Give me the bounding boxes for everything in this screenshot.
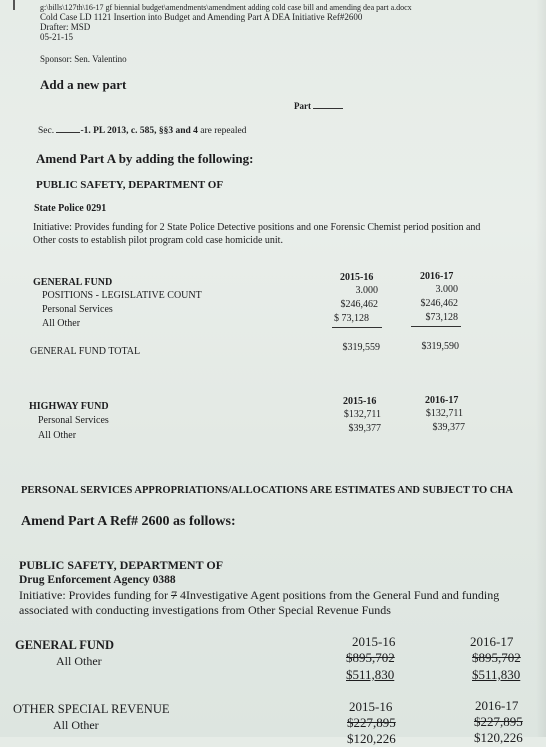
hf-row-personal-label: Personal Services — [38, 415, 109, 426]
agency-state-police: State Police 0291 — [34, 203, 107, 214]
dea-gf-allother-label: All Other — [56, 654, 102, 668]
dea-gf-new-2: $511,830 — [472, 667, 521, 682]
osr-year-2: 2016-17 — [475, 698, 519, 713]
gf-total-v2: $319,590 — [421, 341, 459, 352]
hf-row-allother-v1: $39,377 — [348, 423, 381, 434]
gf-row-positions-v1: 3.000 — [355, 285, 378, 296]
sponsor: Sponsor: Sen. Valentino — [40, 54, 127, 64]
osr-partial-2: $120,226 — [474, 730, 523, 745]
amend-ref-heading: Amend Part A Ref# 2600 as follows: — [21, 514, 236, 529]
gf-year-1: 2015-16 — [340, 272, 374, 283]
draft-date: 05-21-15 — [40, 32, 73, 42]
gf-year-2: 2016-17 — [420, 271, 454, 282]
file-path: g:\bills\127th\16-17 gf biennial budget\amendments\amendment adding cold case bill and amending dea part a.docx — [40, 3, 412, 12]
dea-gf-year-2: 2016-17 — [470, 634, 514, 649]
dea-initiative-pre: Initiative: Provides funding for — [19, 588, 168, 602]
dea-general-fund-title: GENERAL FUND — [15, 638, 114, 652]
hf-row-allother-v2: $39,377 — [432, 422, 465, 433]
drafter: Drafter: MSD — [40, 22, 91, 32]
dea-gf-old-1: $895,702 — [346, 650, 395, 665]
highway-fund-title: HIGHWAY FUND — [29, 401, 109, 412]
osr-partial-1: $120,226 — [347, 731, 396, 746]
personal-services-note: PERSONAL SERVICES APPROPRIATIONS/ALLOCATIONS ARE ESTIMATES AND SUBJECT TO CHA — [21, 485, 514, 496]
dea-initiative-line-2: associated with conducting investigations from Other Special Revenue Funds — [19, 603, 391, 617]
gf-row-personal-v1: $246,462 — [340, 299, 378, 310]
part-label: Part — [294, 101, 311, 111]
part-line — [294, 101, 343, 111]
add-part-heading: Add a new part — [40, 77, 127, 92]
sec-text: -1. PL 2013, c. 585, §§3 and 4 — [80, 126, 198, 136]
gf-row-allother-v2: $73,128 — [425, 312, 458, 323]
section-line — [38, 126, 246, 136]
doc-subtitle: Cold Case LD 1121 Insertion into Budget and Amending Part A DEA Initiative Ref#2600 — [40, 12, 363, 22]
gf-row-allother-v1: $ 73,128 — [334, 313, 369, 324]
dea-initiative-post: 4Investigative Agent positions from the General Fund and funding — [179, 588, 500, 602]
osr-old-1: $227,895 — [347, 715, 396, 730]
agency-dea: Drug Enforcement Agency 0388 — [19, 574, 176, 586]
hf-year-2: 2016-17 — [425, 395, 459, 406]
hf-row-personal-v2: $132,711 — [425, 408, 463, 419]
page-shadow — [536, 0, 546, 737]
gf-total-rule-1 — [332, 327, 382, 328]
amend-part-a-heading: Amend Part A by adding the following: — [36, 151, 254, 166]
dea-gf-year-1: 2015-16 — [352, 634, 396, 649]
gf-row-personal-v2: $246,462 — [420, 298, 458, 309]
dea-gf-new-1: $511,830 — [346, 667, 395, 682]
gf-row-positions-v2: 3.000 — [435, 284, 458, 295]
department-heading-1: PUBLIC SAFETY, DEPARTMENT OF — [36, 179, 224, 191]
dea-gf-old-2: $895,702 — [472, 650, 521, 665]
initiative-line-2: Other costs to establish pilot program cold case homicide unit. — [33, 235, 283, 246]
hf-year-1: 2015-16 — [343, 396, 377, 407]
osr-title: OTHER SPECIAL REVENUE — [13, 702, 170, 716]
sec-blank — [56, 132, 80, 133]
gf-total-label: GENERAL FUND TOTAL — [30, 346, 141, 357]
dea-initiative-struck: 7 — [170, 588, 177, 602]
sec-prefix: Sec. — [38, 126, 55, 136]
osr-allother-label: All Other — [53, 718, 99, 732]
osr-year-1: 2015-16 — [349, 699, 393, 714]
gf-row-allother-label: All Other — [42, 318, 81, 329]
gf-total-v1: $319,559 — [342, 342, 380, 353]
dea-initiative-line-1 — [19, 588, 499, 603]
part-blank — [313, 108, 343, 109]
initiative-line-1: Initiative: Provides funding for 2 State Police Detective positions and one Forensic Chemist period position and — [33, 222, 481, 233]
gf-total-rule-2 — [411, 326, 461, 327]
hf-row-personal-v1: $132,711 — [343, 409, 381, 420]
gf-row-positions-label: POSITIONS - LEGISLATIVE COUNT — [42, 290, 202, 301]
page-edge-mark — [13, 0, 15, 10]
gf-row-personal-label: Personal Services — [42, 304, 113, 315]
department-heading-2: PUBLIC SAFETY, DEPARTMENT OF — [19, 558, 224, 572]
sec-suffix: are repealed — [200, 126, 247, 136]
general-fund-title: GENERAL FUND — [33, 277, 113, 288]
osr-old-2: $227,895 — [474, 714, 523, 729]
hf-row-allother-label: All Other — [38, 430, 77, 441]
